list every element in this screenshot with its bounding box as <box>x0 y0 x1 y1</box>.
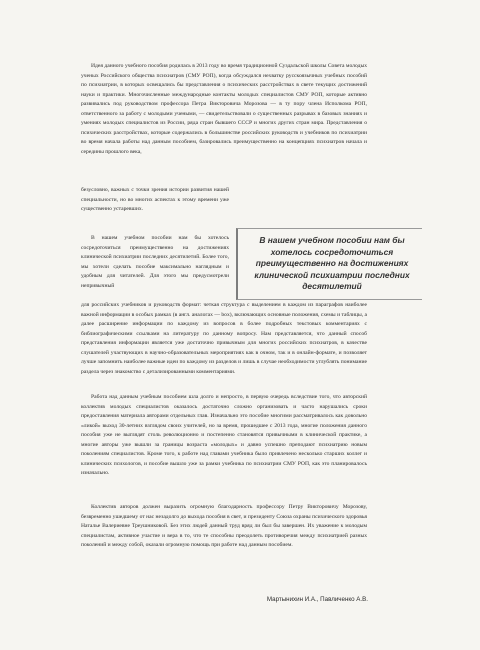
paragraph-intro <box>81 62 367 157</box>
pull-quote-text: В нашем учебном пособии нам бы хотелось сосредоточиться преимущественно на достижениях клинической психиатрии последних десятилетий <box>254 235 410 292</box>
paragraph-format-start-text: В нашем учебном пособии нам бы хотелось сосредоточиться преимущественно на достижениях клинической психиатрии последних десятилетий. Более того, мы хотели сделать пособие максимально наглядным и удобным для читателей. Для этого мы предусмотрели непривычный <box>81 235 229 289</box>
paragraph-format-continued-text: для российских учебников и руководств формат: четкая структура с выделением в каждом из параграфов наиболее важной информации в особых рамках (в англ. аналогах — box), включающих основные положения, схемы и таблицы, а далее расширение информации по каждому из вопросов в более подробных текстовых комментариях с библиографическими ссылками на литературу по данному вопросу. Нам представляется, что данный способ представления информации является уже достаточно привычным для многих российских психиатров, в качестве слушателей участвующих в научно-образовательных мероприятиях как в очном, так и в онлайн-формате, и позволяет лучше запомнить наиболее важные идеи по каждому из разделов и лишь в случае необходимости углублять понимание раздела через знакомство с детализированными комментариями. <box>81 302 367 375</box>
paragraph-acknowledgements <box>81 503 367 551</box>
paragraph-format-start <box>81 234 229 291</box>
paragraph-intro-continued <box>81 186 229 215</box>
paragraph-acknowledgements-text: Коллектив авторов должен выразить огромную благодарность профессору Петру Викторовичу Морозову, безвременно ушедшему от нас незадолго до выхода пособия в свет, и президенту Союза охраны психического здоровья Наталье Валериевне Треушниковой. Без этих людей данный труд вряд ли был бы завершен. Их уважение к молодым специалистам, активное участие и вера в то, что те способны преодолеть противоречия между психиатрией разных поколений и между собой, оказали огромную помощь при работе над данным пособием. <box>81 504 367 549</box>
paragraph-history <box>81 393 367 479</box>
paragraph-intro-text: Идея данного учебного пособия родилась в 2013 году во время традиционной Суздальской школы Совета молодых ученых Российского общества психиатров (СМУ РОП), когда обсуждался нехватку русскоязычных учебных пособий по психиатрии, в которых освещались бы представления о психических расстройствах в свете текущих достижений науки и практики. Многочисленные международные контакты молодых специалистов СМУ РОП, которые активно развивались под руководством профессора Петра Викторовича Морозова — в ту пору члена Исполкома РОП, ответственного за работу с молодыми учеными, — свидетельствовали о существенных разрывах в базовых знаниях и умениях молодых специалистов из России, ряда стран бывшего СССР и многих других стран мира. Представления о психических расстройствах, которые содержались в большинстве российских руководств и учебников по психиатрии во время начала работы над данным пособием, базировались преимущественно на концепциях психиатров начала и середины прошлого века, <box>81 63 367 155</box>
pull-quote <box>236 228 422 300</box>
paragraph-intro-continued-text: безусловно, важных с точки зрения истории развития нашей специальности, но во многих аспектах к этому времени уже существенно устаревших. <box>81 187 229 213</box>
paragraph-format-continued <box>81 301 367 377</box>
paragraph-history-text: Работа над данным учебным пособием шла долго и непросто, в первую очередь вследствие того, что авторский коллектив молодых специалистов оказалось достаточно сложно организовать и часто нарушались сроки предоставления материала авторами отдельных глав. Изначально это пособие многими рассматривалось как довольно «ликой» выход 30-летних взглядом своих учителей, но за время, прошедшее с 2013 года, многие положения данного пособия уже не выглядят столь революционно и постепенно становятся привычными в клинической практике, а многие авторы уже вышли за границы возраста «молодых» и давно успешно преподают психиатрию новым поколениям специалистов. Кроме того, к работе над главами учебника было привлечено несколько старших коллег и клинических психологов, и пособие вышло уже за рамки учебника по психиатрии СМУ РОП, как это планировалось изначально. <box>81 394 367 477</box>
authors-signature: Мартынихин И.А., Павличенко А.В. <box>266 596 368 603</box>
